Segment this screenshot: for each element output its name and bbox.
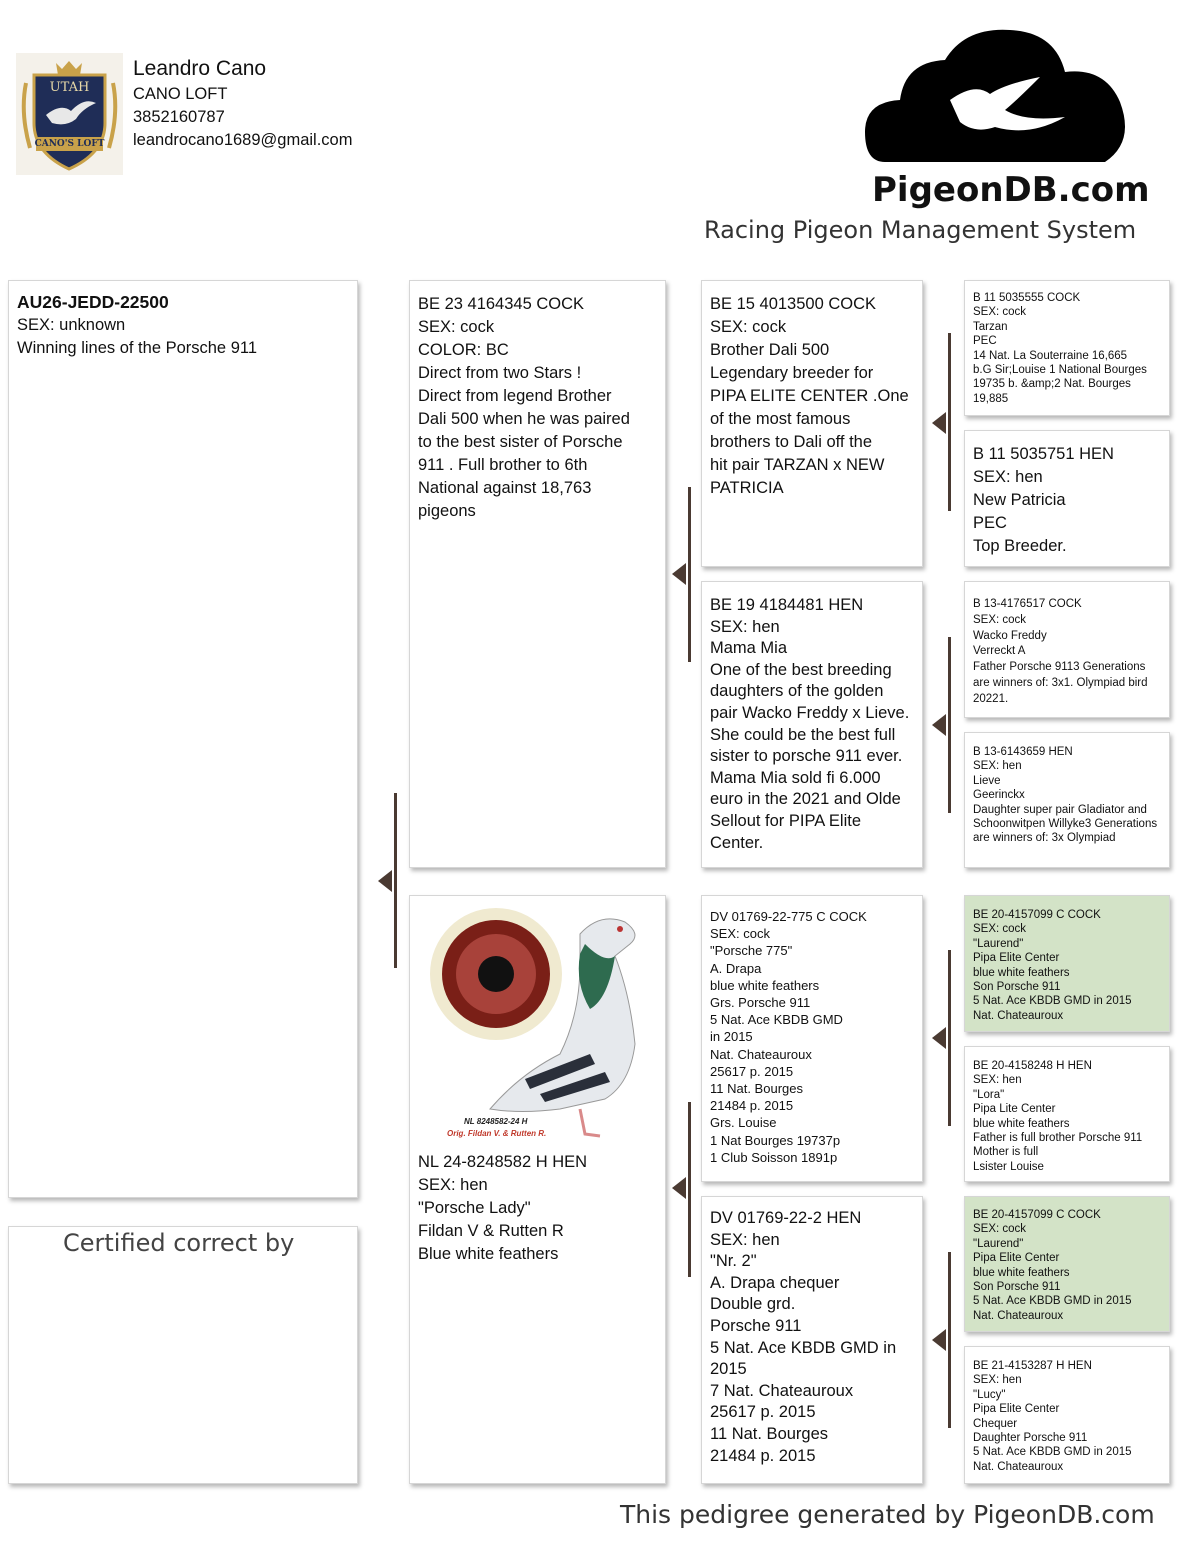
sire-dam-card: BE 19 4184481 HEN SEX: hen Mama Mia One of the best breeding daughters of the golden pair Wacko Freddy x Lieve. She could be the best full sister to porsche 911 ever. Mama Mia sold fi 6.000 euro in the 2021 and Olde Sellout for PIPA Elite Center. [701, 581, 923, 868]
ggp-sdd-card: B 13-6143659 HEN SEX: hen Lieve Geerinckx Daughter super pair Gladiator and Schoonwitpen Willyke3 Generations are winners of: 3x Olympiad [964, 732, 1170, 868]
connector-sd [948, 637, 951, 813]
connector-ds [948, 950, 951, 1126]
cloud-pigeon-icon [865, 22, 1130, 187]
subject-ring: AU26-JEDD-22500 [17, 292, 169, 312]
connector-sire-arrow [672, 563, 686, 585]
footer-credit: This pedigree generated by PigeonDB.com [620, 1500, 1155, 1529]
shield-logo-icon [16, 53, 123, 175]
connector-dd [948, 1252, 951, 1428]
dam-card [409, 895, 666, 1484]
dam-sire-card: DV 01769-22-775 C COCK SEX: cock "Porsche 775" A. Drapa blue white feathers Grs. Porsche 911 5 Nat. Ace KBDB GMD in 2015 Nat. Chateauroux 25617 p. 2015 11 Nat. Bourges 21484 p. 2015 Grs. Louise 1 Nat Bourges 19737p 1 Club Soisson 1891p [701, 895, 923, 1182]
owner-info [133, 55, 352, 152]
logo-title: PigeonDB.com [872, 170, 1150, 210]
sire-card: BE 23 4164345 COCK SEX: cock COLOR: BC Direct from two Stars ! Direct from legend Brother Dali 500 when he was paired to the best sister of Porsche 911 . Full brother to 6th National against 18,763 pigeons [409, 280, 666, 868]
connector-subject-arrow [378, 870, 392, 892]
connector-sire [688, 487, 691, 662]
badge-top-text: UTAH [49, 80, 90, 95]
certified-card [8, 1226, 358, 1484]
loft-badge [16, 53, 123, 175]
ggp-dsd-card: BE 20-4158248 H HEN SEX: hen "Lora" Pipa Lite Center blue white feathers Father is full brother Porsche 911 Mother is full Lsister Louise [964, 1046, 1170, 1182]
connector-ds-arrow [932, 1027, 946, 1049]
photo-ring-caption: NL 8248582-24 H [464, 1117, 528, 1126]
ggp-dss-card: BE 20-4157099 C COCK SEX: cock "Laurend" Pipa Elite Center blue white feathers Son Porsche 911 5 Nat. Ace KBDB GMD in 2015 Nat. Chateauroux [964, 895, 1170, 1032]
badge-bottom-text: CANO'S LOFT [34, 139, 105, 149]
pigeondb-logo [700, 22, 1150, 252]
dam-dam-card: DV 01769-22-2 HEN SEX: hen "Nr. 2" A. Drapa chequer Double grd. Porsche 911 5 Nat. Ace KBDB GMD in 2015 7 Nat. Chateauroux 25617 p. 2015 11 Nat. Bourges 21484 p. 2015 [701, 1196, 923, 1484]
subject-details: SEX: unknown Winning lines of the Porsche 911 [17, 316, 257, 357]
connector-subject [394, 793, 397, 968]
connector-sd-arrow [932, 714, 946, 736]
ggp-sds-card: B 13-4176517 COCK SEX: cock Wacko Freddy Verreckt A Father Porsche 9113 Generations are winners of: 3x1. Olympiad bird 20221. [964, 581, 1170, 718]
photo-orig-caption: Orig. Fildan V. & Rutten R. [447, 1129, 547, 1138]
owner-phone: 3852160787 [133, 108, 225, 126]
logo-subtitle: Racing Pigeon Management System [704, 216, 1137, 244]
ggp-ddd-card: BE 21-4153287 H HEN SEX: hen "Lucy" Pipa Elite Center Chequer Daughter Porsche 911 5 Nat. Ace KBDB GMD in 2015 Nat. Chateauroux [964, 1346, 1170, 1484]
subject-card [8, 280, 358, 1198]
ggp-ssd-card: B 11 5035751 HEN SEX: hen New Patricia PEC Top Breeder. [964, 430, 1170, 567]
certified-label: Certified correct by [63, 1229, 295, 1257]
connector-ss-arrow [932, 412, 946, 434]
dam-text: NL 24-8248582 H HEN SEX: hen "Porsche Lady" Fildan V & Rutten R Blue white feathers [418, 1153, 588, 1263]
owner-loft: CANO LOFT [133, 85, 228, 103]
ggp-sss-card: B 11 5035555 COCK SEX: cock Tarzan PEC 14 Nat. La Souterraine 16,665 b.G Sir;Louise 1 National Bourges 19735 b. &amp;2 Nat. Bourges 19,885 [964, 280, 1170, 416]
sire-sire-card: BE 15 4013500 COCK SEX: cock Brother Dali 500 Legendary breeder for PIPA ELITE CENTER .One of the most famous brothers to Dali off the hit pair TARZAN x NEW PATRICIA [701, 280, 923, 567]
ggp-dds-card: BE 20-4157099 C COCK SEX: cock "Laurend" Pipa Elite Center blue white feathers Son Porsche 911 5 Nat. Ace KBDB GMD in 2015 Nat. Chateauroux [964, 1196, 1170, 1332]
connector-dam [688, 1102, 691, 1277]
connector-dam-arrow [672, 1177, 686, 1199]
connector-dd-arrow [932, 1329, 946, 1351]
connector-ss [948, 333, 951, 511]
owner-name: Leandro Cano [133, 57, 267, 80]
owner-email: leandrocano1689@gmail.com [133, 131, 353, 149]
pigeon-photo-icon [430, 904, 650, 1144]
